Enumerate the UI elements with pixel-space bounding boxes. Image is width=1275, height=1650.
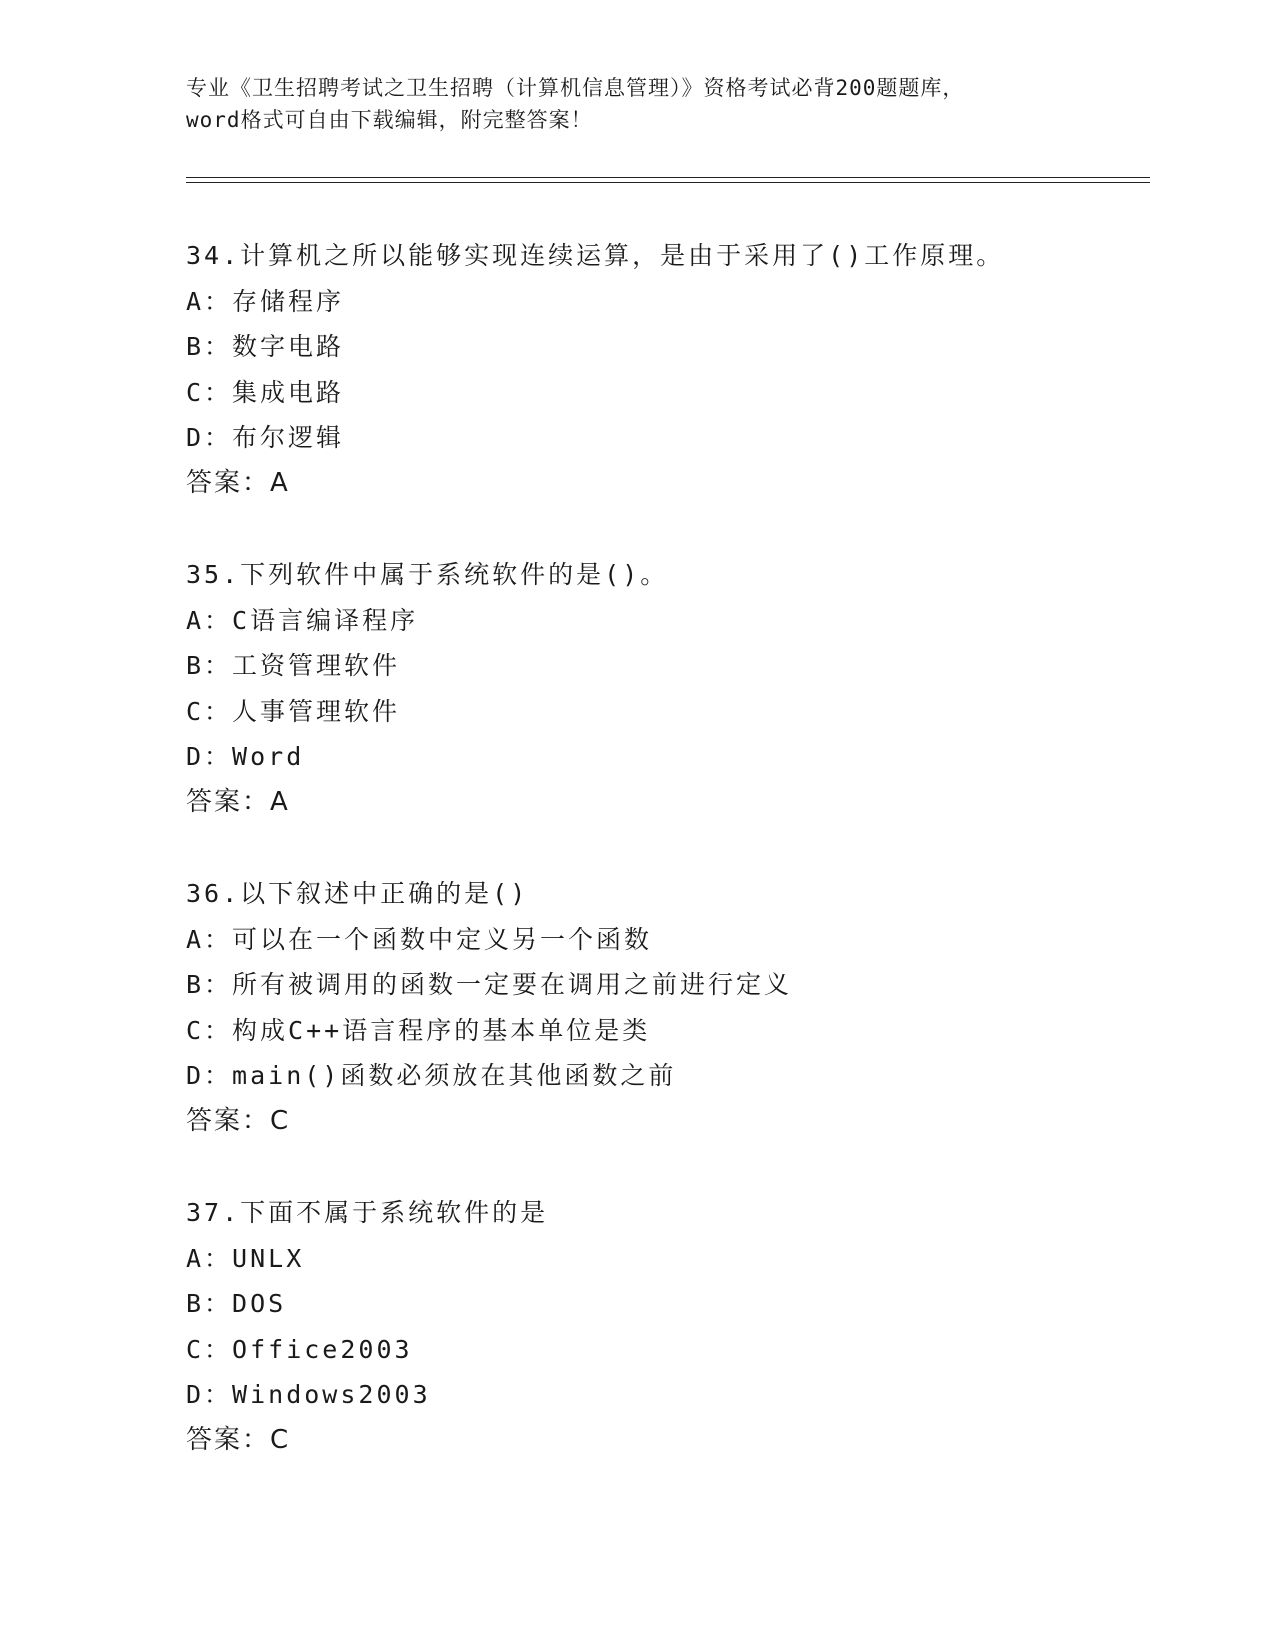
question-stem: 35.下列软件中属于系统软件的是()。 (186, 560, 669, 589)
question-34 (186, 233, 1146, 506)
option-b: B：工资管理软件 (186, 651, 401, 680)
header-line-2: word格式可自由下载编辑，附完整答案！ (186, 108, 593, 132)
option-c: C：构成C++语言程序的基本单位是类 (186, 1015, 651, 1045)
option-c: C：Office2003 (186, 1334, 413, 1364)
header-divider-bottom (186, 182, 1150, 183)
option-d: D：Word (186, 742, 305, 771)
question-35 (186, 552, 1146, 825)
option-d: D：main()函数必须放在其他函数之前 (186, 1061, 677, 1090)
question-stem: 36.以下叙述中正确的是() (186, 879, 529, 908)
answer-label: 答案：C (186, 1105, 291, 1136)
option-a: A：C语言编译程序 (186, 605, 419, 635)
option-a: A：存储程序 (186, 286, 345, 316)
header-divider-top (186, 177, 1150, 178)
option-a: A：UNLX (186, 1243, 305, 1273)
answer-label: 答案：C (186, 1424, 291, 1455)
document-header (186, 72, 1086, 136)
option-c: C：人事管理软件 (186, 696, 401, 726)
question-stem: 34.计算机之所以能够实现连续运算，是由于采用了()工作原理。 (186, 241, 1005, 270)
answer-label: 答案：A (186, 786, 290, 817)
option-d: D：Windows2003 (186, 1380, 431, 1409)
question-37 (186, 1190, 1146, 1463)
header-line-1: 专业《卫生招聘考试之卫生招聘（计算机信息管理）》资格考试必背200题题库， (186, 76, 965, 100)
option-b: B：所有被调用的函数一定要在调用之前进行定义 (186, 970, 793, 999)
option-d: D：布尔逻辑 (186, 423, 345, 452)
option-b: B：数字电路 (186, 332, 345, 361)
answer-label: 答案：A (186, 467, 290, 498)
option-a: A：可以在一个函数中定义另一个函数 (186, 924, 653, 954)
option-b: B：DOS (186, 1289, 287, 1318)
option-c: C：集成电路 (186, 377, 345, 407)
question-36 (186, 871, 1146, 1144)
question-stem: 37.下面不属于系统软件的是 (186, 1198, 549, 1227)
